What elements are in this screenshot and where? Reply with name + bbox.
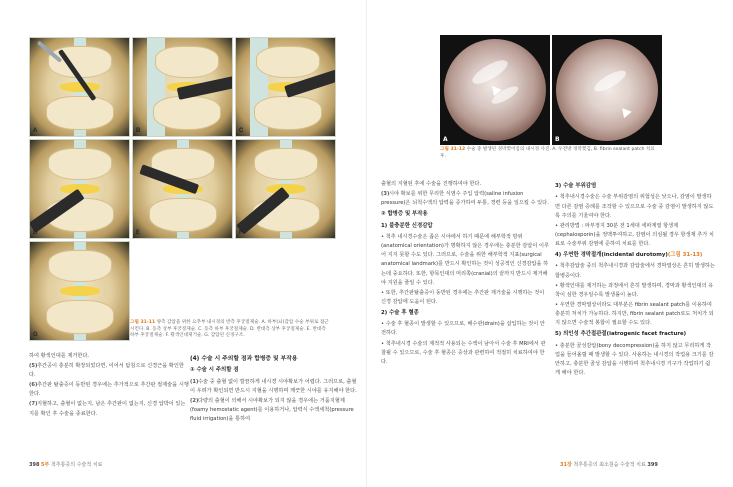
figure-panel-c	[235, 37, 336, 137]
panel-label: A	[443, 136, 448, 143]
panel-label: B	[136, 128, 141, 134]
panel-label: C	[239, 128, 244, 134]
figure-panel-g	[29, 241, 130, 341]
list-item: • 수술 후 혈종이 발생할 수 있으므로, 배수관(drain)을 삽입하는 것이 안전하다.	[381, 321, 545, 337]
text-line: 출혈의 지혈된 후에 수술을 진행하여야 한다.	[381, 181, 482, 187]
subheading: 2) 수술 후 혈종	[381, 309, 419, 316]
footer-part: 5부	[41, 462, 50, 468]
list-item: (5)추간공이 충분히 확장되었다면, 이어서 탐침으로 신경근을 확인한다.	[29, 363, 184, 379]
figure-caption-text: 수술 중 발생된 경막찢어짐의 내시경 사진. A. 우전방 경막찢김, B. fibrin sealant patch 치료 후.	[440, 147, 655, 159]
subheading: 1) 불충분한 신경감압	[381, 222, 433, 229]
complication-heading: ② 합병증 및 부작용	[381, 211, 428, 218]
figure-panel-e	[132, 139, 233, 239]
right-footer	[560, 461, 658, 468]
left-column-1	[29, 352, 189, 420]
left-footer	[29, 461, 102, 468]
list-item: • 충분한 골성감압(bony decompression)을 하지 않고 무리하게 작업을 들어올릴 때 발생할 수 있다. 사용하는 내시경의 작업용 크기를 감안하고, 충분한 골성 감압을 시행하며 척추내시경 기구가 작업하기 쉽게 해야 한다.	[555, 342, 714, 376]
page-gutter	[366, 0, 367, 487]
section-heading: (4) 수술 시 주의할 점과 합병증 및 부작용	[190, 356, 298, 362]
list-item: • 척추 내시경수술은 좁은 시야에서 하기 때문에 해부학적 방위(anatomical orientation)가 명확하지 않은 경우에는 충분한 감압이 이루어 지지 못할 수도 있다. 그러므로, 수술을 위한 해부학적 지표(surgical anatomical landmark)를 반드시 확인하는 것이 성공적인 신경감압을 하는데 중요하다. 또한, 항목인대의 머리쪽(cranial)의 끝까지 반드시 제거해야 지원을 줄일 수 있다.	[381, 234, 549, 286]
footer-title: 척추통증의 최소침습 수술적 치료	[573, 462, 646, 468]
subheading: 3) 수술 부위감염	[555, 183, 597, 189]
list-item: • 척추내시경 수술의 제적적 사용되는 수액이 남아서 수술 후 MRI에서 관찰될 수 있으므로, 수술 후 혈종은 증상과 관련하여 적절히 치료하여야 한다.	[381, 340, 546, 365]
endoscopic-image-a	[440, 35, 550, 145]
figure-panel-b	[132, 37, 233, 137]
panel-label: G	[33, 332, 38, 338]
figure-panel-f	[235, 139, 336, 239]
list-item: (2)다량의 출혈이 의해서 시야확보가 되지 않을 경우에는 거품지혈제(foamy hemostatic agent)를 이용하거나, 압력식 수액세척(pressure fluid irrigation)을 통하여	[190, 397, 354, 422]
footer-title: 척추통증의 수술적 치료	[50, 462, 103, 468]
left-column-2	[190, 352, 360, 425]
panel-label: F	[239, 230, 243, 236]
page-number: 399	[647, 462, 658, 468]
list-item: • 또한, 추간판탈출증이 동반된 경우에는 추간판 제거술을 시행하는 것이 신경 감압에 도움이 된다.	[381, 289, 545, 305]
endoscopic-image-b	[552, 35, 662, 145]
right-column-1	[381, 180, 549, 368]
list-item: (7)지혈하고, 출혈이 없는지, 남은 추간판이 없는지, 신경 압박이 있는지를 확인 후 수술을 종료한다.	[29, 401, 186, 417]
list-item: (6)추간판 탈출증이 동반된 경우에는 추가적으로 추간판 절제술을 시행한다.	[29, 382, 189, 398]
list-item: • 관리방법 : 파부정지 30분 전 1세대 세파계열 항생제(cephalosporin)을 정맥투여하고, 감염이 의심될 경우 항생제 추가 치료로 수술부위 감염에 준하여 치료를 한다.	[555, 222, 714, 247]
list-item: • 우연한 경막열상이라도 대부분은 fibrin sealant patch를 이용하여 충분히 처치가 가능하다. 하지만, fibrin sealant patch로도 처치가 되지 않으면 수술적 봉합이 필요할 수도 있다.	[555, 301, 714, 327]
footer-chapter: 31장	[560, 462, 572, 468]
list-item: • 척추감압술 중의 척추내시경과 감압술에서 경막열상은 흔히 발생하는 합병증이다.	[555, 263, 715, 279]
panel-label: B	[555, 136, 560, 143]
panel-label: A	[33, 128, 38, 134]
list-item: • 척추내시경수술은 수술 부위감염의 위험성은 낮으나, 감염이 발생하면 다른 감염 증례를 조작할 수 있으므로 수술 중 감염이 발생하지 않도록 주의를 기울여야 한다.	[555, 194, 714, 219]
figure-caption-right	[440, 147, 662, 160]
figure-caption-text: 양측 감압을 위한 요추부 내시경의 반측 후궁절제술. A. 하부(뇌)감압 수술 부위로 접근시킨다. B. 동측 상부 후궁절제술. C. 동측 하부 후궁절제술. D. 반대측 상부 후궁절제술. E. 반대측 하부 후궁절제술. F. 황색인대제거술. G. 감압된 신경구조.	[130, 320, 329, 339]
figure-caption-tag: 그림 31-12	[440, 147, 466, 152]
page-number: 398	[29, 462, 40, 468]
subheading: 5) 의인성 추간절관절(iatrogenic facet fracture)	[555, 331, 687, 338]
list-item: (1)수술 중 출혈 없이 깔끔하게 내시경 시야확보가 어렵다. 그러므로, 출혈이 우려가 확인되면 반드시 지혈을 시행하며 깨끗한 시야를 유지해야 한다.	[190, 378, 357, 394]
panel-label: E	[136, 230, 141, 236]
figure-caption	[130, 320, 330, 340]
list-item: (3)시야 확보를 위한 무리한 식염수 주입 압력(saline infusion pressure)은 뇌척수액의 압력을 증가하여 두통, 경련 등을 일으킬 수 있다.	[381, 191, 549, 207]
right-column-2	[555, 180, 715, 379]
list-item: • 황색인대를 제거하는 과정에서 흔히 발생하며, 경막과 황색인대의 유착이 심한 경우일수록 발생률이 높다.	[555, 282, 714, 298]
subheading: ① 수술 시 주의할 점	[190, 367, 239, 374]
figure-panel-a	[29, 37, 130, 137]
figure-caption-tag: 그림 31-11	[130, 320, 156, 325]
figure-panel-d	[29, 139, 130, 239]
panel-label: D	[33, 230, 38, 236]
text-line: 하여 황색인대를 제거한다.	[29, 353, 90, 359]
subheading: 4) 우연한 경막절개(incidental durotomy)(그림 31-13)	[555, 252, 703, 259]
